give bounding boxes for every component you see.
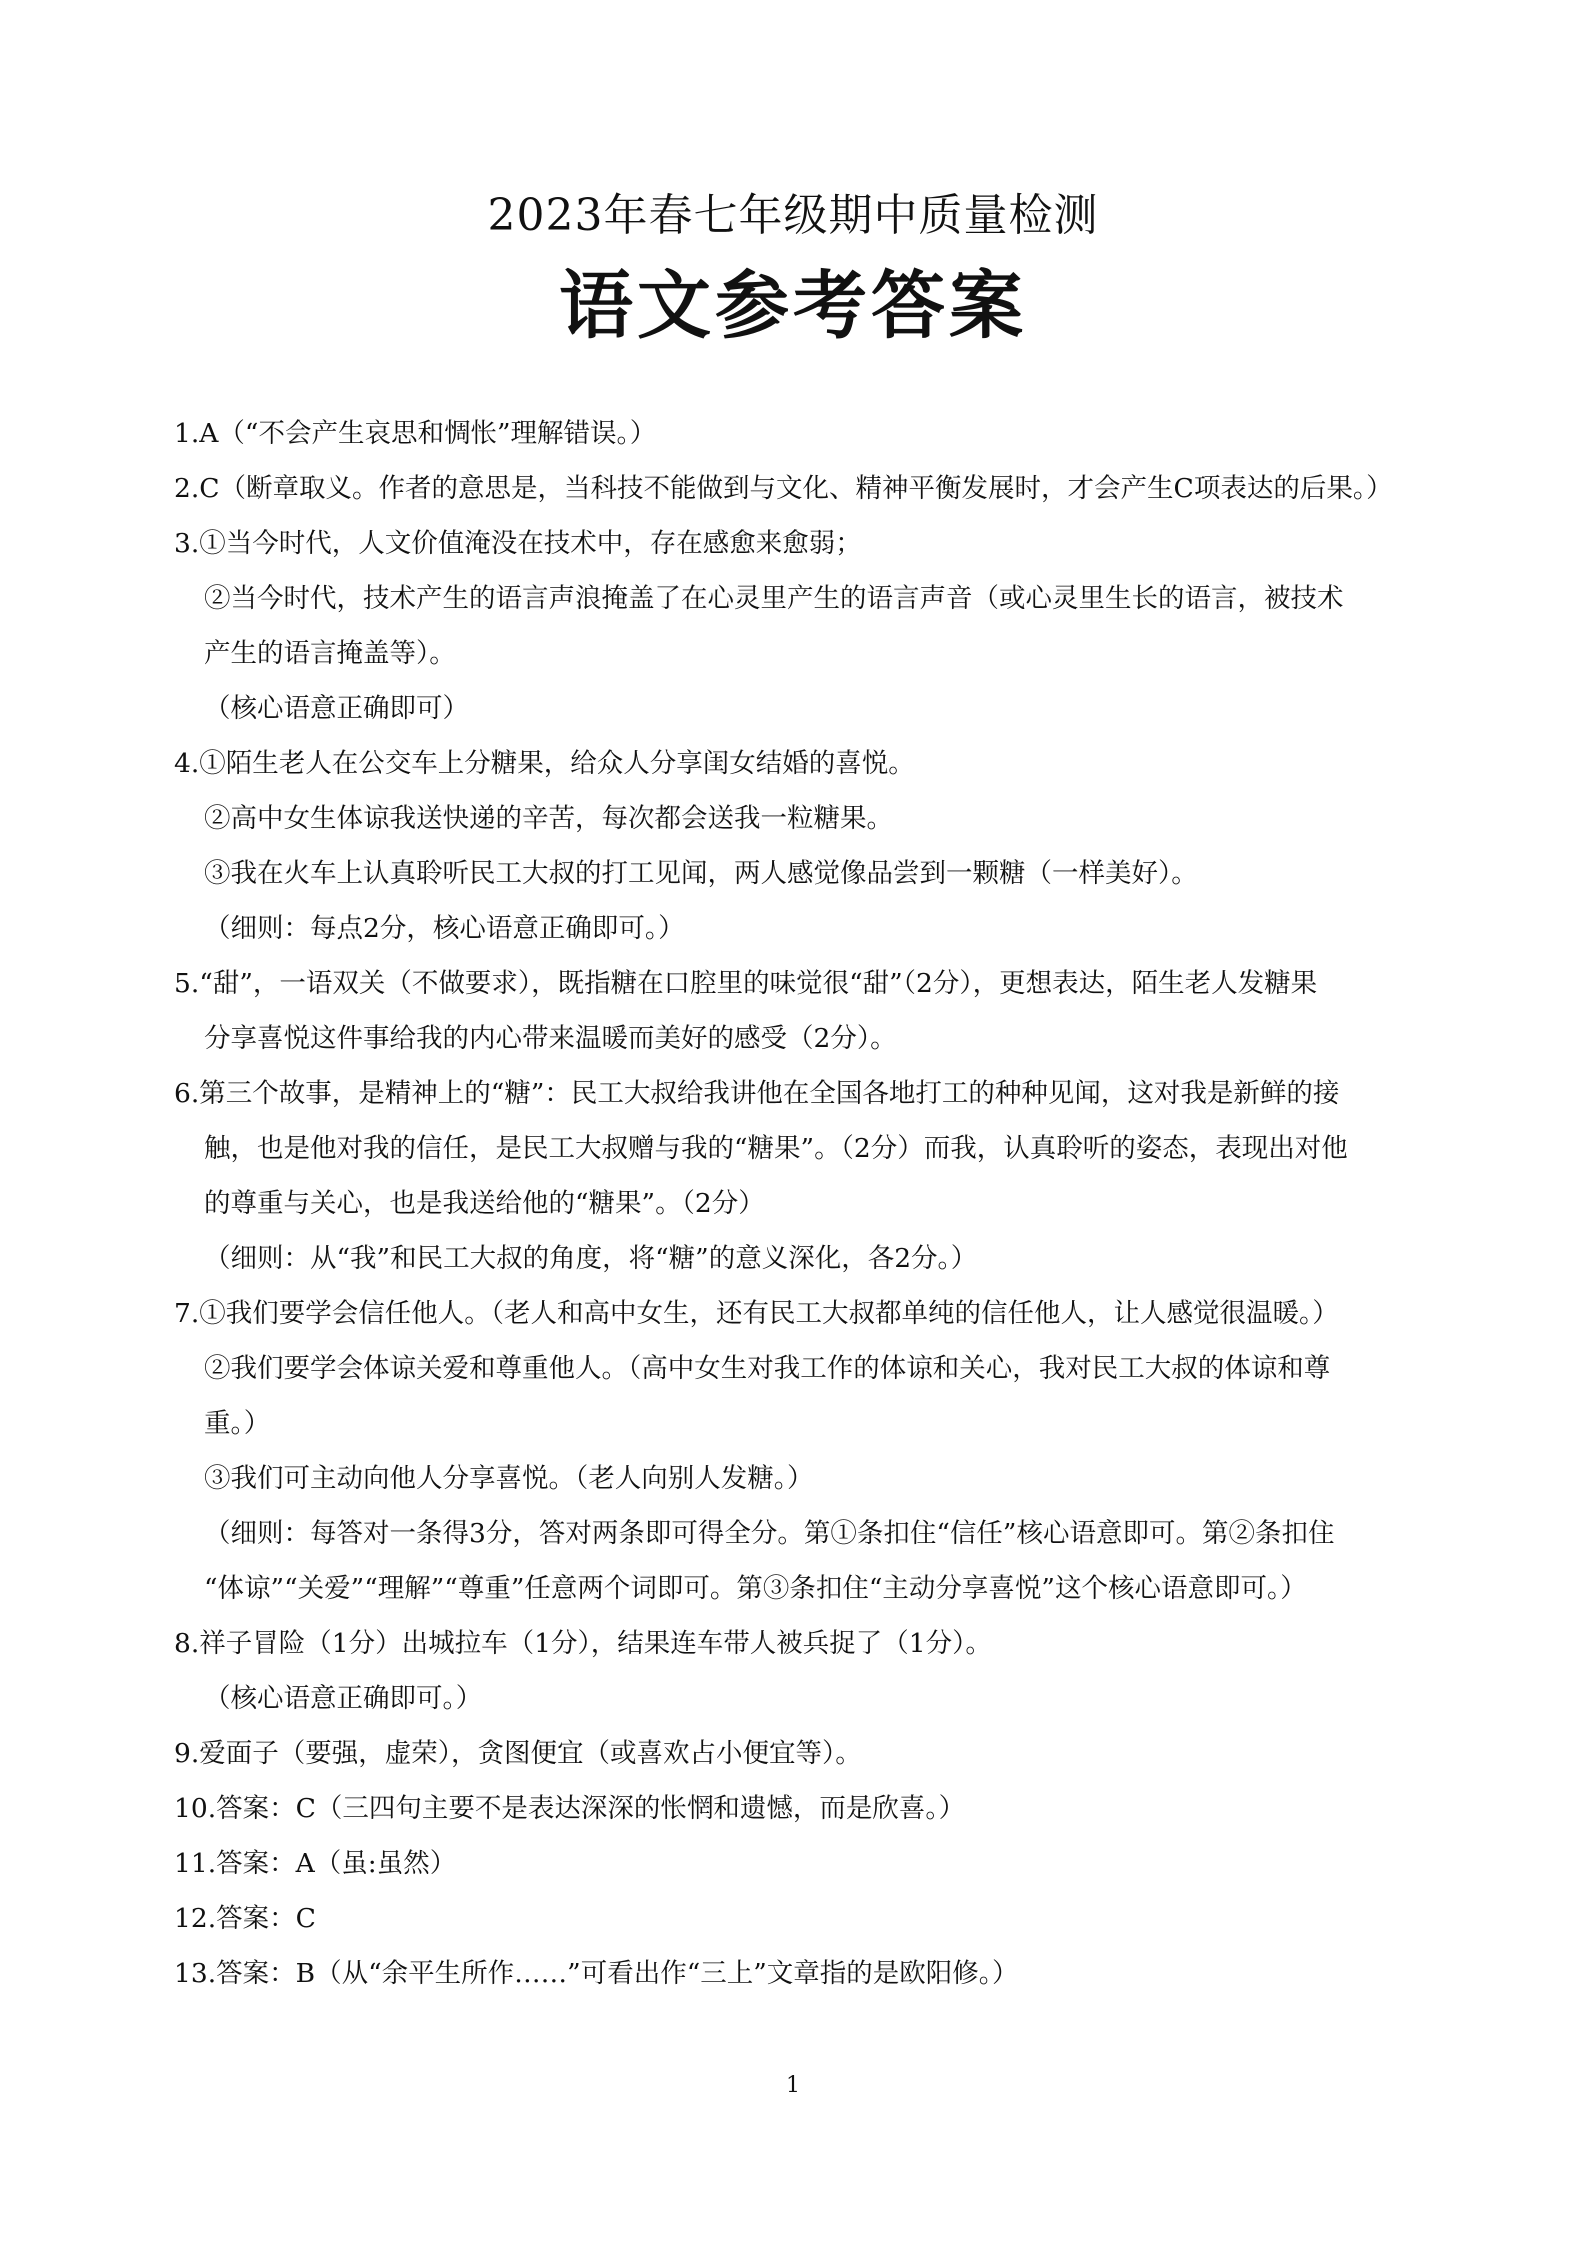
answer-line: 触，也是他对我的信任，是民工大叔赠与我的“糖果”。（2分）而我，认真聆听的姿态，表现出对他 <box>204 1133 1348 1164</box>
answer-line: 13.答案：B（从“余平生所作……”可看出作“三上”文章指的是欧阳修。） <box>174 1958 1019 1989</box>
answer-line: 9.爱面子（要强，虚荣），贪图便宜（或喜欢占小便宜等）。 <box>174 1738 862 1769</box>
answer-list <box>174 406 1424 2001</box>
answer-line: 的尊重与关心，也是我送给他的“糖果”。（2分） <box>204 1188 765 1219</box>
answer-note: （核心语意正确即可） <box>204 693 469 724</box>
answer-line: 1.A（“不会产生哀思和惆怅”理解错误。） <box>174 418 657 449</box>
exam-title: 2023年春七年级期中质量检测 <box>487 190 1099 241</box>
answer-line: 分享喜悦这件事给我的内心带来温暖而美好的感受（2分）。 <box>204 1023 897 1054</box>
answer-note: （细则：每答对一条得3分，答对两条即可得全分。第①条扣住“信任”核心语意即可。第②条扣住 <box>204 1518 1335 1549</box>
answer-line: 5.“甜”，一语双关（不做要求），既指糖在口腔里的味觉很“甜”（2分），更想表达，陌生老人发糖果 <box>174 968 1318 999</box>
document-title: 语文参考答案 <box>559 263 1027 349</box>
answer-line: ③我们可主动向他人分享喜悦。（老人向别人发糖。） <box>204 1463 814 1494</box>
answer-line: 10.答案：C（三四句主要不是表达深深的怅惘和遗憾，而是欣喜。） <box>174 1793 966 1824</box>
answer-note: （细则：从“我”和民工大叔的角度，将“糖”的意义深化，各2分。） <box>204 1243 978 1274</box>
answer-line: 6.第三个故事，是精神上的“糖”：民工大叔给我讲他在全国各地打工的种种见闻，这对我是新鲜的接 <box>174 1078 1340 1109</box>
answer-line: 12.答案：C <box>174 1903 316 1934</box>
answer-line: ②高中女生体谅我送快递的辛苦，每次都会送我一粒糖果。 <box>204 803 893 834</box>
answer-line: ③我在火车上认真聆听民工大叔的打工见闻，两人感觉像品尝到一颗糖（一样美好）。 <box>204 858 1198 889</box>
answer-line: 8.祥子冒险（1分）出城拉车（1分），结果连车带人被兵捉了（1分）。 <box>174 1628 992 1659</box>
answer-line: 4.①陌生老人在公交车上分糖果，给众人分享闺女结婚的喜悦。 <box>174 748 915 779</box>
answer-line: 重。） <box>204 1408 271 1439</box>
answer-line: 7.①我们要学会信任他人。（老人和高中女生，还有民工大叔都单纯的信任他人，让人感觉很温暖。） <box>174 1298 1339 1329</box>
answer-note: （核心语意正确即可。） <box>204 1683 483 1714</box>
answer-line: ②当今时代，技术产生的语言声浪掩盖了在心灵里产生的语言声音（或心灵里生长的语言，被技术 <box>204 583 1344 614</box>
answer-note: “体谅”“关爱”“理解”“尊重”任意两个词即可。第③条扣住“主动分享喜悦”这个核心语意即可。） <box>204 1573 1307 1604</box>
answer-line: 3.①当今时代，人文价值淹没在技术中，存在感愈来愈弱； <box>174 528 862 559</box>
answer-line: 11.答案：A（虽:虽然） <box>174 1848 457 1879</box>
answer-line: 2.C（断章取义。作者的意思是，当科技不能做到与文化、精神平衡发展时，才会产生C项表达的后果。） <box>174 473 1393 504</box>
answer-line: 产生的语言掩盖等）。 <box>204 638 456 669</box>
page-number: 1 <box>786 2073 800 2098</box>
answer-line: ②我们要学会体谅关爱和尊重他人。（高中女生对我工作的体谅和关心，我对民工大叔的体谅和尊 <box>204 1353 1331 1384</box>
answer-note: （细则：每点2分，核心语意正确即可。） <box>204 913 685 944</box>
